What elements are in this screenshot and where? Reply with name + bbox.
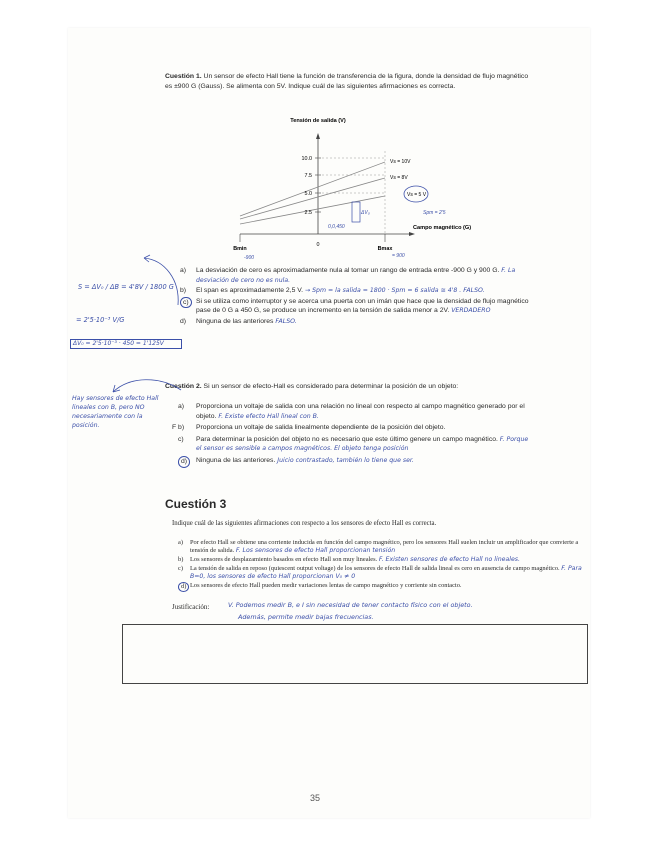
y-tick: 10.0 [301,156,312,162]
hand-x-label: 0,0,450 [328,224,345,230]
option-note: F. La desviación de cero no es nula. [196,267,516,284]
q3-option-b [178,556,588,564]
option-text: Ninguna de las anteriores. [196,456,276,464]
option-label: b) [178,556,184,563]
bmin-label: Bmin [233,246,247,252]
option-label: F b) [172,424,185,432]
option-note: → Spm = la salida = 1800 · Spm = 6 salida ≅ 4'8 . FALSO. [304,287,485,295]
q2-option-c [178,435,533,454]
x-axis-title: Campo magnético (G) [413,225,472,231]
q3-prompt: Indique cuál de las siguientes afirmaciones con respecto a los sensores de efecto Hall es correcta. [172,520,437,527]
q1-side-formula-3: ΔV₀ = 2'5·10⁻³ · 450 = 1'125V [70,339,182,349]
hand-delta-label: ΔV₀ [361,210,370,216]
q3-option-a [178,539,588,555]
justification-label: Justificación: [172,603,210,611]
q2-statement [165,382,531,392]
option-label-circled: c) [180,297,192,309]
option-text: Proporciona un voltaje de salida con una relación no lineal con respecto al campo magnético generado por el objeto. [196,403,525,420]
series-label: Vs = 8V [390,175,408,181]
option-note: FALSO. [275,317,297,325]
y-tick: 2.5 [304,210,312,216]
option-label: c) [178,565,183,572]
q1-statement [165,72,531,91]
option-label: a) [178,539,183,546]
option-label: c) [178,435,184,443]
y-tick: 7.5 [304,173,312,179]
q2-option-b [172,423,533,433]
hand-arrow [105,374,185,404]
q1-side-formula-2: = 2'5·10⁻³ V/G [76,316,125,324]
series-line-10v [240,162,385,216]
option-text: Para determinar la posición del objeto no es necesario que este último genere un campo magnético. [196,435,498,443]
q3-options [178,539,588,592]
q2-prompt: Si un sensor de efecto-Hall es considerado para determinar la posición de un objeto: [203,383,459,390]
q1-prompt: Un sensor de efecto Hall tiene la función de transferencia de la figura, donde la densidad de flujo magnético es ±900 G (Gauss). Se alimenta con 5V. Indique cuál de las siguientes afirmaciones es correcta. [165,73,529,90]
option-label: b) [180,287,187,295]
option-text: Por efecto Hall se obtiene una corriente inducida en función del campo magnético, pero los sensores Hall suelen incluir un amplificador que convierte a tensión de salida. [190,539,579,554]
option-note: VERDADERO [451,307,491,315]
q1-option-c [180,297,535,316]
option-text: La tensión de salida en reposo (quiescent output voltage) de los sensores de efecto Hall de salida lineal es cero en ausencia de campo magnético. [190,565,560,572]
option-note: F. Porque el sensor es sensible a campos magnéticos. El objeto tenga posición [196,435,529,453]
q1-options [180,266,535,327]
option-text: Ninguna de las anteriores [196,317,274,325]
y-tick: 5.0 [304,191,312,197]
option-label-circled: d) [178,582,189,592]
y-axis-title: Tensión de salida (V) [290,118,346,124]
option-note: F. Para B=0, los sensores de efecto Hall proporcionan V₀ ≠ 0 [190,565,582,580]
option-text: El span es aproximadamente 2,5 V. [196,287,304,295]
option-label: d) [180,317,187,325]
justification-line-1: V. Podemos medir B, e I sin necesidad de tener contacto físico con el objeto. [228,601,473,609]
q2-side-note: Hay sensores de efecto Hall lineales con B, pero NO necesariamente con la posición. [72,395,159,429]
x-zero-label: 0 [316,242,320,248]
hand-bmin: -900 [244,255,255,261]
option-text: Proporciona un voltaje de salida linealmente dependiente de la posición del objeto. [196,424,446,432]
q1-option-b [180,286,535,296]
bmax-label: Bmax [377,246,393,252]
q2-options [172,402,533,468]
option-label: a) [180,267,187,274]
q3-title: Cuestión 3 [165,497,227,511]
q2-title: Cuestión 2. [165,383,202,390]
transfer-function-graph [230,116,510,266]
series-label: Vs = 5 V [407,192,427,198]
justification-box [122,624,588,684]
hand-span-label: Spm = 2'5 [423,210,446,216]
q1-option-a [180,266,535,285]
series-label: Vs = 10V [390,159,411,165]
option-label-circled: d) [178,456,190,468]
hand-delta-box [352,202,360,222]
option-text: Los sensores de efecto Hall pueden medir variaciones lentas de campo magnético y corriente sin contacto. [190,582,462,589]
q1-side-formula-1: S = ΔV₀ / ΔB = 4'8V / 1800 G [78,283,174,291]
q3-option-c [178,565,588,581]
q2-option-d [178,456,533,468]
q2-option-a [178,402,533,421]
option-text: Los sensores de desplazamiento basados en efecto Hall son muy lineales. [190,556,378,563]
option-note: Juicio contrastado, también lo tiene que ser. [277,456,414,464]
justification-line-2: Además, permite medir bajas frecuencias. [238,613,374,621]
option-text: La desviación de cero es aproximadamente nula al tomar un rango de entrada entre -900 G y 900 G. [196,267,500,274]
option-label: a) [178,403,185,410]
option-note: F. Los sensores de efecto Hall proporcionan tensión [235,547,396,554]
q1-option-d [180,317,535,327]
q3-option-d [178,582,588,592]
option-note: F. Existen sensores de efecto Hall no lineales. [378,556,520,563]
hand-arrow [140,250,185,310]
page-number: 35 [310,793,321,803]
q1-title: Cuestión 1. [165,73,202,80]
option-text: Si se utiliza como interruptor y se acerca una puerta con un imán que hace que la densidad de flujo magnético pase de 0 G a 450 G, se produce un incremento en la tensión de salida menor a 2V. [196,297,529,315]
hand-bmax: = 900 [392,253,405,259]
option-note: F. Existe efecto Hall lineal con B. [218,412,319,420]
